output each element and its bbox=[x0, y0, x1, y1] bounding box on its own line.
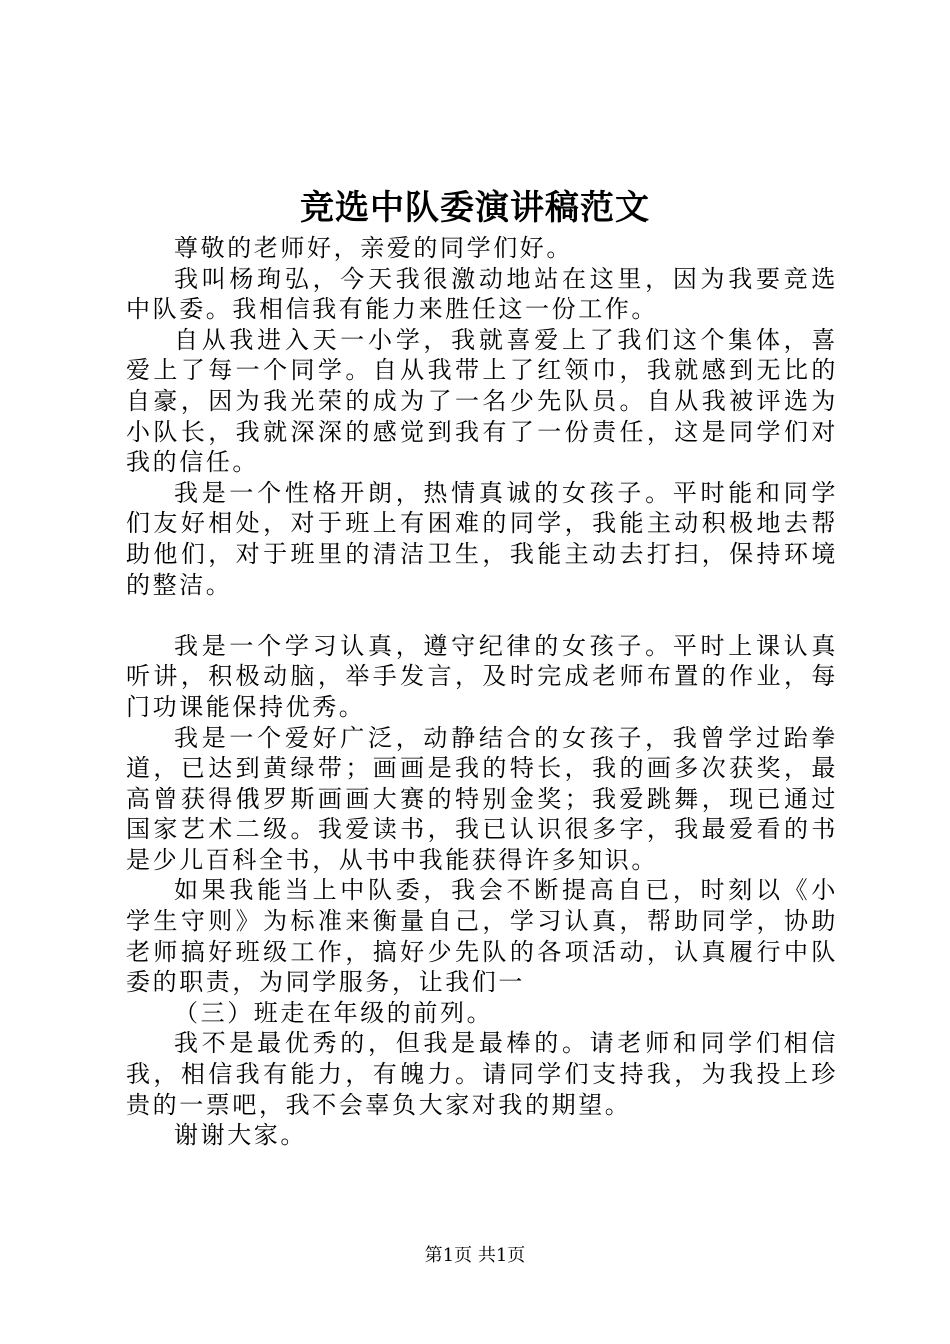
document-title: 竞选中队委演讲稿范文 bbox=[300, 188, 650, 228]
document-body bbox=[126, 233, 838, 1151]
page-footer: 第1页 共1页 bbox=[424, 1245, 526, 1266]
paragraph-personality: 我是一个性格开朗，热情真诚的女孩子。平时能和同学们友好相处，对于班上有困难的同学，我能主动积极地去帮助他们，对于班里的清洁卫生，我能主动去打扫，保持环境的整洁。 bbox=[126, 478, 838, 599]
paragraph-school-life: 自从我进入天一小学，我就喜爱上了我们这个集体，喜爱上了每一个同学。自从我带上了红领巾，我就感到无比的自豪，因为我光荣的成为了一名少先队员。自从我被评选为小队长，我就深深的感觉到我有了一份责任，这是同学们对我的信任。 bbox=[126, 325, 838, 477]
paragraph-thanks: 谢谢大家。 bbox=[174, 1121, 307, 1150]
paragraph-promise: 如果我能当上中队委，我会不断提高自已，时刻以《小学生守则》为标准来衡量自己，学习认真，帮助同学，协助老师搞好班级工作，搞好少先队的各项活动，认真履行中队委的职责，为同学服务，让我们一 bbox=[126, 876, 838, 997]
paragraph-appeal: 我不是最优秀的，但我是最棒的。请老师和同学们相信我，相信我有能力，有魄力。请同学们支持我，为我投上珍贵的一票吧，我不会辜负大家对我的期望。 bbox=[126, 1029, 838, 1119]
paragraph-study: 我是一个学习认真，遵守纪律的女孩子。平时上课认真听讲，积极动脑，举手发言，及时完成老师布置的作业，每门功课能保持优秀。 bbox=[126, 631, 838, 721]
paragraph-promise-continued: （三）班走在年级的前列。 bbox=[174, 998, 494, 1027]
paragraph-greeting: 尊敬的老师好，亲爱的同学们好。 bbox=[174, 234, 573, 262]
paragraph-introduction: 我叫杨珣弘，今天我很激动地站在这里，因为我要竞选中队委。我相信我有能力来胜任这一份工作。 bbox=[126, 264, 838, 324]
paragraph-hobbies: 我是一个爱好广泛，动静结合的女孩子，我曾学过跆拳道，已达到黄绿带；画画是我的特长，我的画多次获奖，最高曾获得俄罗斯画画大赛的特别金奖；我爱跳舞，现已通过国家艺术二级。我爱读书，我已认识很多字，我最爱看的书是少儿百科全书，从书中我能获得许多知识。 bbox=[126, 723, 838, 874]
